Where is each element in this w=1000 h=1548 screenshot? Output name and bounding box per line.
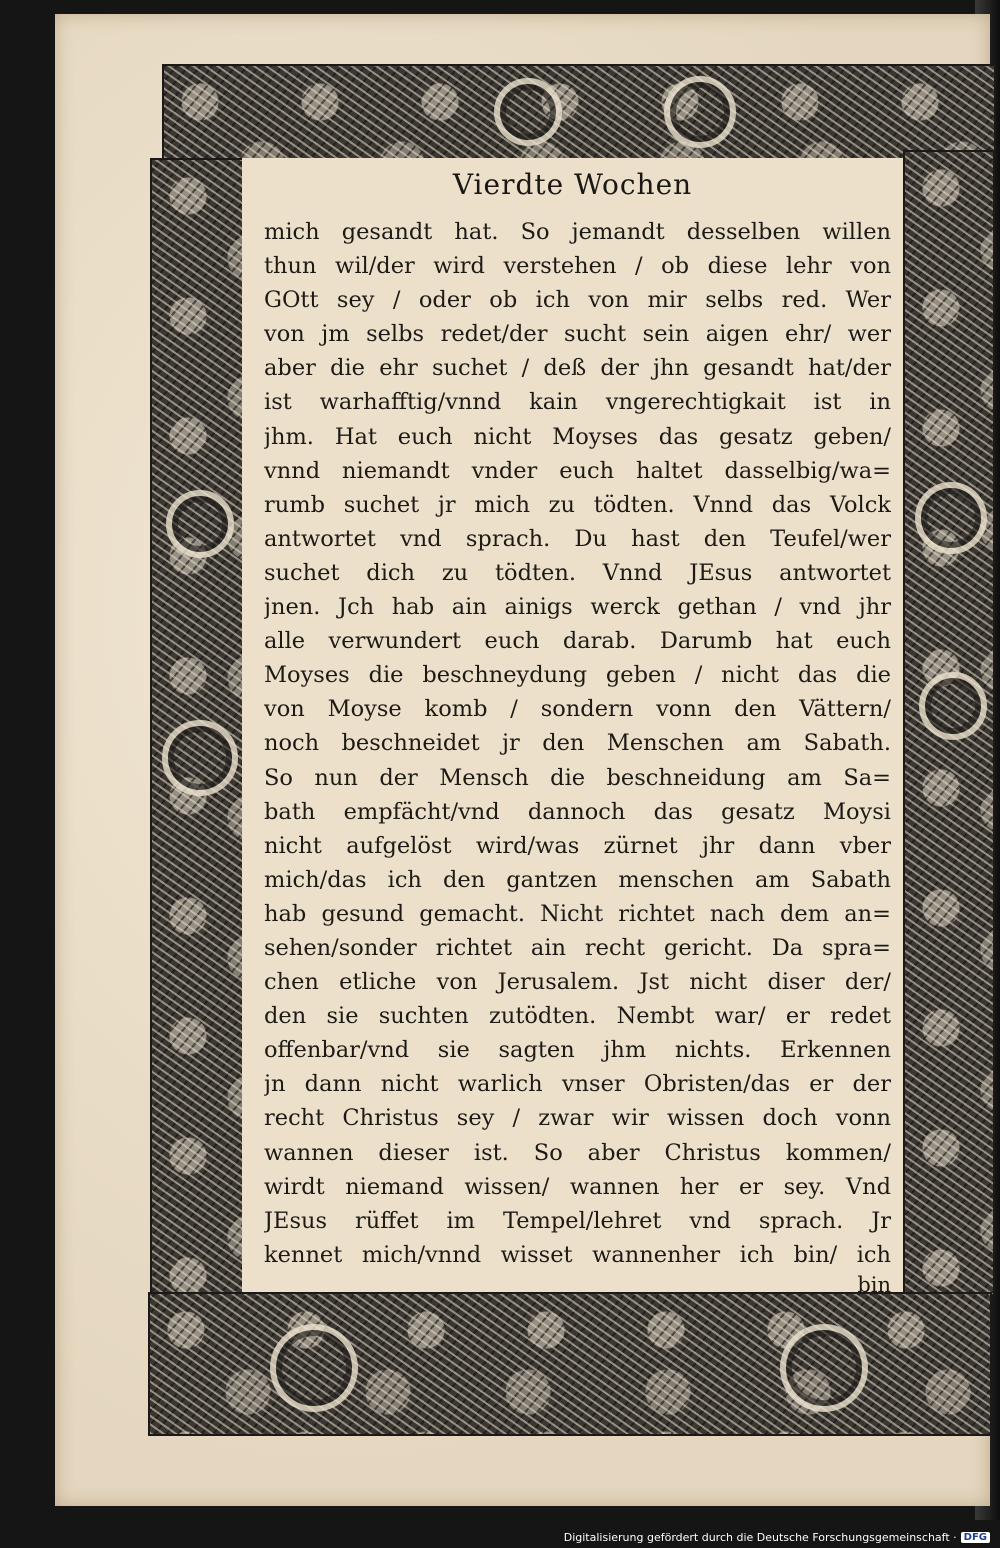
text-line: chen etliche von Jerusalem. Jst nicht diser der/ xyxy=(264,969,891,996)
text-line: GOtt sey / oder ob ich von mir selbs red. Wer xyxy=(264,287,891,314)
text-line: jnen. Jch hab ain ainigs werck gethan / vnd jhr xyxy=(264,594,891,621)
text-line: Moyses die beschneydung geben / nicht das die xyxy=(264,662,891,689)
woodcut-border-bottom xyxy=(148,1292,992,1436)
text-line: wannen dieser ist. So aber Christus kommen/ xyxy=(264,1139,891,1166)
text-line: So nun der Mensch die beschneidung am Sa= xyxy=(264,764,891,791)
text-line: nicht aufgelöst wird/was zürnet jhr dann vber xyxy=(264,832,891,859)
digitization-footer xyxy=(564,1531,990,1544)
text-line: offenbar/vnd sie sagten jhm nichts. Erkennen xyxy=(264,1037,891,1064)
text-line: JEsus rüffet im Tempel/lehret vnd sprach. Jr xyxy=(264,1207,891,1234)
text-line: mich/das ich den gantzen menschen am Sabath xyxy=(264,866,891,893)
text-line: von jm selbs redet/der sucht sein aigen ehr/ wer xyxy=(264,321,891,348)
catchword: bin xyxy=(857,1273,891,1297)
text-line: wirdt niemand wissen/ wannen her er sey. Vnd xyxy=(264,1173,891,1200)
text-line: bath empfächt/vnd dannoch das gesatz Moysi xyxy=(264,798,891,825)
text-line: ist warhafftig/vnnd kain vngerechtigkait ist in xyxy=(264,389,891,416)
text-lines xyxy=(264,215,891,1272)
dfg-logo: DFG xyxy=(961,1532,990,1543)
text-line: noch beschneidet jr den Menschen am Sabath. xyxy=(264,730,891,757)
text-line: rumb suchet jr mich zu tödten. Vnnd das Volck xyxy=(264,491,891,518)
text-line: aber die ehr suchet / deß der jhn gesandt hat/der xyxy=(264,355,891,382)
text-line: kennet mich/vnnd wisset wannenher ich bin/ ich xyxy=(264,1241,891,1268)
text-line: hab gesund gemacht. Nicht richtet nach dem an= xyxy=(264,900,891,927)
text-line: suchet dich zu tödten. Vnnd JEsus antwortet xyxy=(264,559,891,586)
woodcut-border-top xyxy=(162,64,996,160)
text-line: sehen/sonder richtet ain recht gericht. Da spra= xyxy=(264,934,891,961)
text-line: alle verwundert euch darab. Darumb hat euch xyxy=(264,628,891,655)
woodcut-border-left xyxy=(150,158,246,1297)
running-head: Vierdte Wochen xyxy=(452,168,693,201)
woodcut-border-right xyxy=(903,150,995,1296)
text-block xyxy=(242,158,903,1297)
text-line: jhm. Hat euch nicht Moyses das gesatz geben/ xyxy=(264,423,891,450)
footer-text: Digitalisierung gefördert durch die Deutsche Forschungsgemeinschaft · xyxy=(563,1531,957,1544)
text-line: jn dann nicht warlich vnser Obristen/das er der xyxy=(264,1071,891,1098)
text-line: recht Christus sey / zwar wir wissen doch vonn xyxy=(264,1105,891,1132)
text-line: mich gesandt hat. So jemandt desselben willen xyxy=(264,219,891,245)
text-line: den sie suchten zutödten. Nembt war/ er redet xyxy=(264,1003,891,1030)
text-line: von Moyse komb / sondern vonn den Vättern/ xyxy=(264,696,891,723)
text-line: thun wil/der wird verstehen / ob diese lehr von xyxy=(264,253,891,280)
text-line: antwortet vnd sprach. Du hast den Teufel/wer xyxy=(264,525,891,552)
text-line: vnnd niemandt vnder euch haltet dasselbig/wa= xyxy=(264,457,891,484)
